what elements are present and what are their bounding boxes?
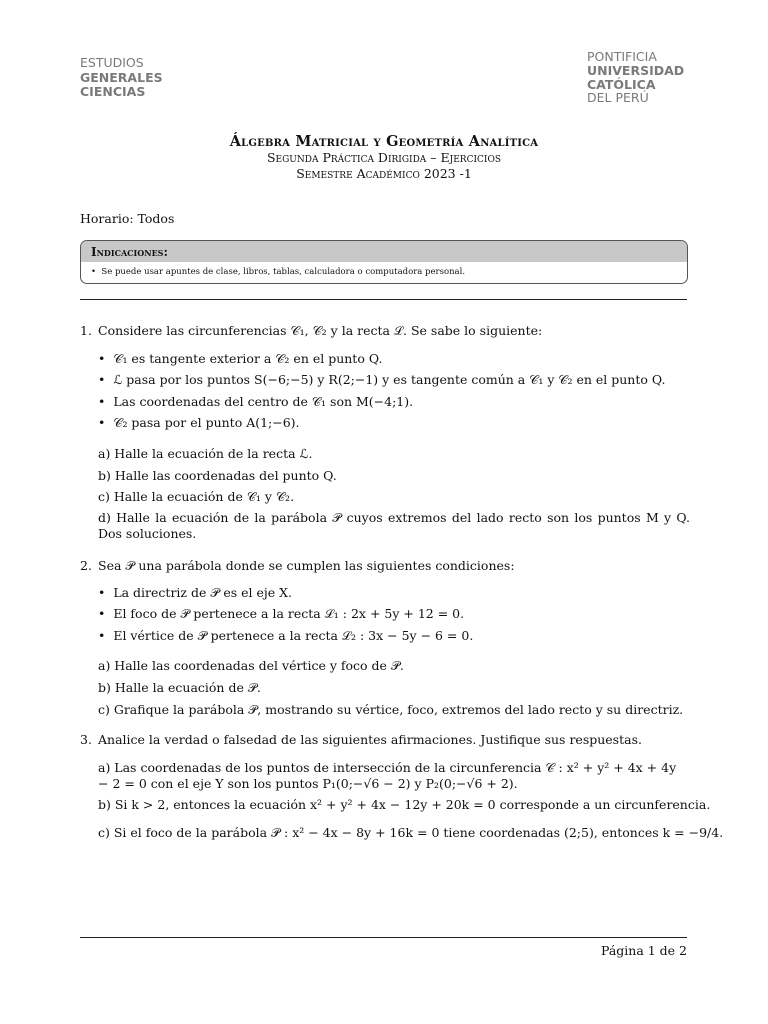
problem-3-part-a: a) Las coordenadas de los puntos de intersección de la circunferencia 𝒞 : x² + y² + 4x + 4y − 2 = 0 con el eje Y son los puntos P₁(0;−√6 − 2) y P₂(0;−√6 + 2).	[98, 760, 677, 791]
logo-right-line-2: UNIVERSIDAD	[587, 62, 685, 78]
problem-1-bullet-1-text: 𝒞₁ es tangente exterior a 𝒞₂ en el punto Q.	[113, 351, 383, 366]
problem-1-part-d: d) Halle la ecuación de la parábola 𝒫 cuyos extremos del lado recto son los puntos M y Q. Dos soluciones.	[98, 510, 690, 541]
problem-2-bullet-2: • El foco de 𝒫 pertenece a la recta ℒ₁ : 2x + 5y + 12 = 0.	[98, 606, 465, 621]
logo-left-line-3: CIENCIAS	[80, 84, 146, 99]
problem-1-stem	[80, 323, 542, 339]
problem-1-number: 1.	[80, 323, 92, 338]
logo-right-line-1: PONTIFICIA	[587, 49, 657, 64]
problem-2-stem-text: Sea 𝒫 una parábola donde se cumplen las siguientes condiciones:	[98, 558, 515, 573]
logo-left-line-1: ESTUDIOS	[80, 55, 144, 70]
problem-2-bullet-3: • El vértice de 𝒫 pertenece a la recta ℒ₂ : 3x − 5y − 6 = 0.	[98, 628, 474, 643]
problem-2-bullet-3-text: El vértice de 𝒫 pertenece a la recta ℒ₂ : 3x − 5y − 6 = 0.	[113, 628, 474, 643]
logo-right-line-4: DEL PERÚ	[587, 90, 649, 106]
problem-2-number: 2.	[80, 558, 92, 573]
problem-1-part-a: a) Halle la ecuación de la recta ℒ.	[98, 446, 313, 461]
problem-1-bullet-4-text: 𝒞₂ pasa por el punto A(1;−6).	[113, 415, 300, 430]
header-divider	[80, 299, 687, 300]
problem-1-part-c: c) Halle la ecuación de 𝒞₁ y 𝒞₂.	[98, 489, 295, 504]
problem-3-part-c: c) Si el foco de la parábola 𝒫 : x² − 4x − 8y + 16k = 0 tiene coordenadas (2;5), entonces k = −9/4.	[98, 825, 724, 840]
problem-3-part-b: b) Si k > 2, entonces la ecuación x² + y² + 4x − 12y + 20k = 0 corresponde a un circunferencia.	[98, 797, 711, 812]
problem-1-bullet-1: • 𝒞₁ es tangente exterior a 𝒞₂ en el punto Q.	[98, 351, 383, 366]
problem-2-bullet-1-text: La directriz de 𝒫 es el eje X.	[113, 585, 293, 600]
course-title: Álgebra Matricial y Geometría Analítica	[229, 133, 539, 150]
semester-label: Semestre Académico 2023 -1	[296, 166, 472, 181]
page-number: Página 1 de 2	[600, 943, 687, 958]
problem-1-bullet-3-text: Las coordenadas del centro de 𝒞₁ son M(−4;1).	[113, 394, 414, 409]
problem-2-part-a: a) Halle las coordenadas del vértice y foco de 𝒫.	[98, 658, 404, 673]
estudios-generales-logo	[80, 56, 163, 100]
problem-3-number: 3.	[80, 732, 92, 747]
problem-1-bullet-2-text: ℒ pasa por los puntos S(−6;−5) y R(2;−1) y es tangente común a 𝒞₁ y 𝒞₂ en el punto Q.	[113, 372, 666, 387]
indicaciones-heading: Indicaciones:	[81, 241, 687, 262]
pucp-logo	[587, 50, 684, 105]
practice-subtitle: Segunda Práctica Dirigida – Ejercicios	[266, 150, 502, 165]
indicaciones-box	[80, 240, 688, 284]
problem-1-bullet-3: • Las coordenadas del centro de 𝒞₁ son M(−4;1).	[98, 394, 414, 409]
problem-2-stem	[80, 558, 515, 574]
problem-1-stem-text: Considere las circunferencias 𝒞₁, 𝒞₂ y la recta ℒ. Se sabe lo siguiente:	[98, 323, 543, 338]
indicaciones-item-text: Se puede usar apuntes de clase, libros, tablas, calculadora o computadora personal.	[101, 267, 466, 277]
problem-2-part-c: c) Grafique la parábola 𝒫, mostrando su vértice, foco, extremos del lado recto y su directriz.	[98, 702, 684, 717]
problem-2-part-b: b) Halle la ecuación de 𝒫.	[98, 680, 261, 695]
problem-1-bullet-4: • 𝒞₂ pasa por el punto A(1;−6).	[98, 415, 300, 430]
problem-1-bullet-2: • ℒ pasa por los puntos S(−6;−5) y R(2;−1) y es tangente común a 𝒞₁ y 𝒞₂ en el punto Q.	[98, 372, 666, 387]
footer-divider	[80, 937, 687, 938]
problem-1-part-b: b) Halle las coordenadas del punto Q.	[98, 468, 337, 483]
problem-3-stem-text: Analice la verdad o falsedad de las siguientes afirmaciones. Justifique sus respuestas.	[98, 732, 642, 747]
problem-2-bullet-1: • La directriz de 𝒫 es el eje X.	[98, 585, 293, 600]
problem-3-stem	[80, 732, 642, 748]
indicaciones-item: • Se puede usar apuntes de clase, libros, tablas, calculadora o computadora personal.	[91, 267, 466, 277]
logo-right-line-3: CATÓLICA	[587, 76, 656, 92]
horario-label: Horario: Todos	[80, 211, 175, 226]
document-title-block	[0, 133, 768, 182]
logo-left-line-2: GENERALES	[80, 69, 163, 85]
problem-2-bullet-2-text: El foco de 𝒫 pertenece a la recta ℒ₁ : 2x + 5y + 12 = 0.	[113, 606, 465, 621]
